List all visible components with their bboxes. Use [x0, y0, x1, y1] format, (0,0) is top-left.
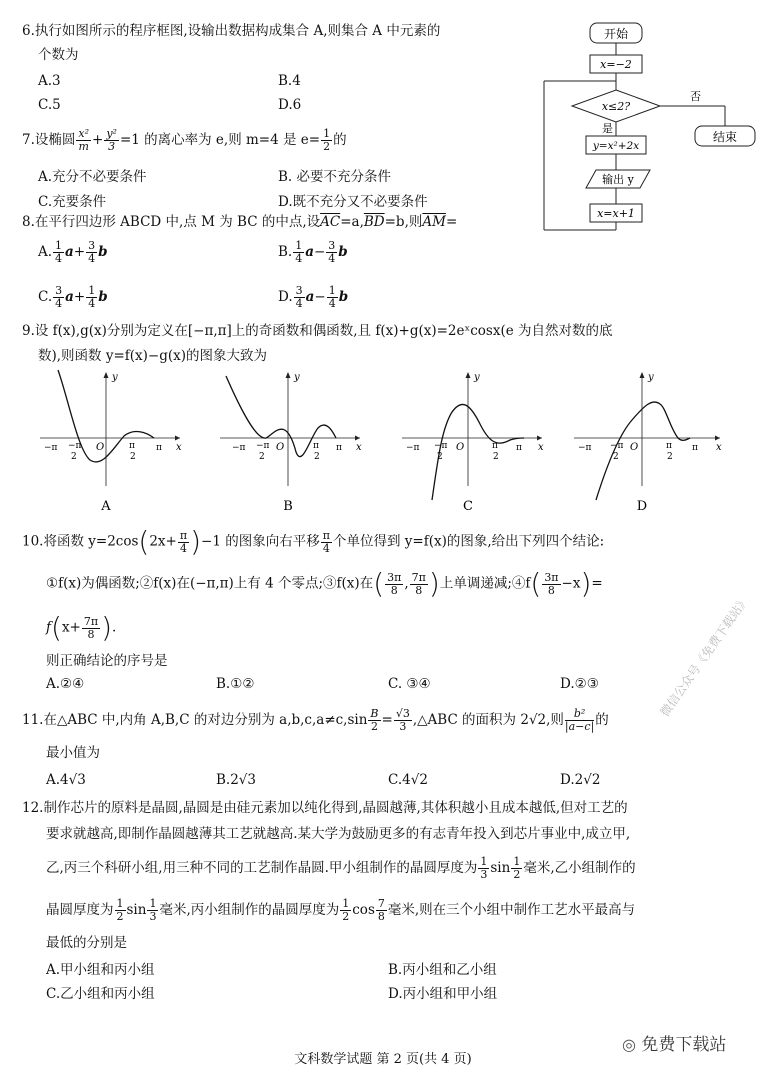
q12-f4d: 3: [149, 910, 157, 923]
wechat-icon: ◎: [622, 1035, 636, 1054]
q11-line1: [22, 708, 609, 733]
q8-b-n2: 3: [328, 239, 336, 252]
q10-3pi: 3π: [387, 570, 402, 584]
q11-frac-ratio: [565, 708, 594, 733]
q8-c-v2: b: [98, 289, 108, 305]
q8-a-d2: 4: [88, 252, 96, 265]
q8-option-b: [278, 240, 348, 265]
q9-label-c: C: [463, 499, 473, 514]
q11-two: 2: [370, 720, 378, 733]
q10-8c: 8: [547, 583, 555, 597]
q9-c-y: y: [474, 372, 480, 383]
q9-b-neghalf-den: 2: [259, 452, 265, 462]
q7-option-a: A.充分不必要条件: [38, 169, 147, 185]
q12-frac-1-2: [511, 856, 522, 881]
q11-b: B: [370, 707, 379, 720]
q7-plus: +: [92, 132, 104, 148]
page-footer: 文科数学试题 第 2 页(共 4 页): [294, 1052, 472, 1067]
q8-a-op: +: [73, 244, 86, 260]
q9-d-neghalf: −π: [610, 441, 624, 451]
q9-a-negpi: −π: [44, 443, 58, 453]
q7-mid: =1 的离心率为 e,则 m=4 是 e=: [119, 132, 321, 148]
q9-b-negpi: −π: [232, 443, 246, 453]
flow-incr-text: x=x+1: [597, 207, 635, 220]
q8-c-frac2: [86, 285, 97, 310]
q7-x2: x²: [78, 127, 90, 140]
q9-label-a: A: [101, 499, 111, 514]
q8-c-n2: 1: [88, 284, 96, 297]
q11-option-b: B.2√3: [216, 772, 256, 788]
q8-a-v2: b: [98, 244, 108, 260]
q8-b-d2: 4: [328, 252, 336, 265]
q10-l3b: x+: [61, 619, 81, 636]
watermark: 微信公众号《免费下载站》: [657, 593, 752, 720]
q10-line1: 10.将函数 y=2cos(2x+ $\frac{\pi}{4}$ )−1 的图象向右平移 $\frac{\pi}{4}$ 个单位得到 y=f(x)的图象,给出下列四个结论:: [22, 525, 605, 558]
q8-option-a: [38, 240, 108, 265]
q12-f3n: 1: [116, 897, 124, 910]
q11-ac: |a−c|: [564, 720, 595, 733]
q8-d-d1: 4: [295, 297, 303, 310]
q12-frac-c2: [376, 898, 387, 923]
q7-frac-y: [104, 128, 119, 153]
q10-l1c: −1 的图象向右平移: [201, 533, 320, 550]
flow-output-text: 输出 y: [602, 173, 634, 186]
q12-l4d: cos: [352, 902, 375, 918]
q9-d-negpi: −π: [578, 443, 592, 453]
q8-a-label: A.: [38, 244, 53, 260]
q12-line2: 要求就越高,即制作晶圆越薄其工艺就越高.某大学为鼓励更多的有志青年投入到芯片事业中,成立甲,: [46, 826, 631, 842]
q9-b-half-den: 2: [314, 452, 320, 462]
q12-f1d: 3: [480, 868, 488, 881]
q9-graph-d: [574, 372, 720, 500]
q10-l2c: −x: [561, 575, 581, 592]
q8-option-c: [38, 285, 108, 310]
q10-l3a: f: [46, 619, 51, 636]
q10-l3c: .: [112, 619, 117, 636]
q10-frac-7pi8: [410, 572, 428, 597]
q8-eq-a: =a,: [340, 214, 364, 230]
q8-stem: [22, 213, 457, 231]
q8-c-d1: 4: [55, 297, 63, 310]
q10-8a: 8: [390, 583, 398, 597]
q6-option-d: D.6: [278, 97, 302, 113]
q8-b-n1: 1: [295, 239, 303, 252]
q10-frac-7pi8b: [82, 616, 100, 641]
q11-frac-sqrt3: [394, 708, 412, 733]
q6-option-b: B.4: [278, 73, 301, 89]
q12-line5: 最低的分别是: [46, 935, 127, 951]
q10-four: 4: [179, 541, 187, 555]
q9-graphs: [30, 368, 736, 518]
q12-f6n: 7: [377, 897, 385, 910]
q10-7pi: 7π: [411, 570, 426, 584]
q9-d-neghalf-den: 2: [613, 452, 619, 462]
q12-f2n: 1: [513, 855, 521, 868]
q11-b2: b²: [565, 708, 594, 721]
q12-f3d: 2: [116, 910, 124, 923]
q9-b-half: π: [313, 441, 319, 451]
q11-eq: =: [381, 712, 393, 728]
q10-8b: 8: [415, 583, 423, 597]
q10-l1a: 10.将函数 y=2cos: [22, 533, 139, 550]
q8-d-d2: 4: [328, 297, 336, 310]
q12-line1: 12.制作芯片的原料是晶圆,晶圆是由硅元素加以纯化得到,晶圆越薄,其体积越小且成本越低,但对工艺的: [22, 800, 628, 816]
flow-start-text: 开始: [603, 27, 629, 41]
q8-b-v1: a: [305, 244, 314, 260]
q12-l3c: 毫米,乙小组制作的: [523, 860, 636, 876]
q12-option-d: D.丙小组和甲小组: [388, 986, 498, 1002]
q8-a-v1: a: [65, 244, 74, 260]
q8-vec-bd: $\overline{BD}$: [363, 214, 385, 230]
q10-l1d: 个单位得到 y=f(x)的图象,给出下列四个结论:: [332, 533, 605, 550]
q12-line3: [46, 856, 636, 881]
q7-m: m: [78, 140, 89, 153]
q9-a-half: π: [129, 441, 135, 451]
q8-a-n2: 3: [88, 239, 96, 252]
q10-shift-pi: π: [322, 528, 330, 542]
q12-l4c: 毫米,丙小组制作的晶圆厚度为: [159, 902, 340, 918]
q12-frac-b1: [115, 898, 126, 923]
q8-a-n1: 1: [55, 239, 63, 252]
q9-d-y: y: [648, 372, 654, 383]
q10-option-a: A.②④: [46, 676, 85, 692]
q12-f4n: 1: [149, 897, 157, 910]
q12-option-c: C.乙小组和丙小组: [46, 986, 155, 1002]
q8-eq-b: =b,则: [384, 214, 423, 230]
q9-a-x: x: [176, 442, 182, 453]
q8-d-frac1: [294, 285, 305, 310]
q10-line4: 则正确结论的序号是: [46, 653, 168, 669]
q11-stem-a: 11.在△ABC 中,内角 A,B,C 的对边分别为 a,b,c,a≠c,sin: [22, 712, 368, 728]
flow-cond-text: x≤2?: [601, 100, 631, 113]
q7-suffix: 的: [333, 132, 347, 148]
q12-frac-1-3: [478, 856, 489, 881]
q8-a-frac2: [86, 240, 97, 265]
q8-d-n2: 1: [328, 284, 336, 297]
q10-pi: π: [179, 528, 188, 542]
q10-frac-pi4: [178, 530, 189, 555]
q8-c-op: +: [73, 289, 86, 305]
q8-b-frac2: [326, 240, 337, 265]
q9-b-neghalf: −π: [256, 441, 270, 451]
q9-c-neghalf-den: 2: [437, 452, 443, 462]
q12-frac-c1: [340, 898, 351, 923]
q8-c-n1: 3: [55, 284, 63, 297]
q10-7pi-b: 7π: [83, 614, 99, 628]
q10-comma: ,: [404, 575, 409, 592]
q8-b-frac1: [293, 240, 304, 265]
q8-b-v2: b: [338, 244, 348, 260]
q10-frac-3pi8: [385, 572, 403, 597]
q8-c-v1: a: [65, 289, 74, 305]
q8-d-v1: a: [305, 289, 315, 305]
q10-line3: f(x+ $\frac{7\pi}{8}$ ).: [46, 611, 117, 644]
q9-a-origin: O: [96, 442, 105, 453]
q12-f1n: 1: [480, 855, 488, 868]
q7-half-den: 2: [323, 140, 331, 153]
q10-l2b: 上单调递减;④f: [439, 575, 531, 592]
q7-y2: y²: [106, 127, 117, 140]
q9-c-negpi: −π: [406, 443, 420, 453]
q8-a-d1: 4: [55, 252, 63, 265]
q10-8d: 8: [87, 627, 95, 641]
q9-label-b: B: [283, 499, 293, 514]
q9-stem-line1: 9.设 f(x),g(x)分别为定义在[−π,π]上的奇函数和偶函数,且 f(x)+g(x)=2eˣcosx(e 为自然对数的底: [22, 323, 613, 339]
q9-b-pi: π: [336, 443, 342, 453]
q9-graph-c: [402, 372, 542, 500]
q9-stem-line2: 数),则函数 y=f(x)−g(x)的图象大致为: [38, 348, 268, 364]
q9-graph-b: [220, 372, 360, 486]
q9-d-half: π: [666, 441, 672, 451]
q10-3pi-b: 3π: [544, 570, 559, 584]
q8-option-d: [278, 285, 348, 310]
q9-c-pi: π: [516, 443, 522, 453]
q12-f6d: 8: [377, 910, 385, 923]
q12-l4b: sin: [126, 902, 147, 918]
q10-l1b: 2x+: [149, 533, 177, 550]
q12-f5n: 1: [342, 897, 350, 910]
q8-vec-am: $\overline{AM}$: [422, 214, 446, 230]
q10-frac-3pi8b: [542, 572, 560, 597]
q9-d-pi: π: [692, 443, 698, 453]
q6-option-c: C.5: [38, 97, 61, 113]
q12-l3a: 乙,丙三个科研小组,用三种不同的工艺制作晶圆.甲小组制作的晶圆厚度为: [46, 860, 478, 876]
q12-option-b: B.丙小组和乙小组: [388, 962, 497, 978]
q11-line2: 最小值为: [46, 745, 100, 761]
q9-c-origin: O: [456, 442, 465, 453]
q9-a-neghalf: −π: [68, 441, 82, 451]
q9-label-d: D: [636, 499, 648, 514]
flow-init-text: x=−2: [600, 58, 632, 71]
q9-a-neghalf-den: 2: [71, 452, 77, 462]
q9-b-origin: O: [276, 442, 285, 453]
q9-c-half: π: [492, 441, 498, 451]
q7-three: 3: [108, 140, 116, 153]
q7-frac-half: [321, 128, 332, 153]
q9-b-y: y: [294, 372, 300, 383]
q6-stem-line1: 6.执行如图所示的程序框图,设输出数据构成集合 A,则集合 A 中元素的: [22, 23, 441, 39]
q8-c-label: C.: [38, 289, 53, 305]
q10-line2: ①f(x)为偶函数;②f(x)在(−π,π)上有 4 个零点;③f(x)在( $\frac{3\pi}{8}$ , $\frac{7\pi}{8}$ )上单调递减;④f( $\frac{3\pi}{8}$ −x)=: [46, 567, 603, 600]
q7-stem: [22, 128, 347, 153]
q7-half-num: 1: [323, 127, 331, 140]
q11-frac-b2: [368, 708, 380, 733]
q9-d-half-den: 2: [667, 452, 673, 462]
q9-c-x: x: [538, 442, 544, 453]
q12-l4a: 晶圆厚度为: [46, 902, 114, 918]
q8-d-v2: b: [338, 289, 349, 305]
q7-prefix: 7.设椭圆: [22, 132, 76, 148]
q12-l3b: sin: [490, 860, 511, 876]
q12-option-a: A.甲小组和丙小组: [46, 962, 155, 978]
q9-d-origin: O: [630, 442, 639, 453]
q8-d-label: D.: [278, 289, 293, 305]
q11-stem-c: 的: [595, 712, 609, 728]
flow-end-text: 结束: [712, 130, 738, 144]
q7-frac-x: [76, 128, 91, 153]
q9-b-x: x: [356, 442, 362, 453]
q6-option-a: A.3: [38, 73, 61, 89]
flow-no-label: 否: [690, 90, 701, 103]
q9-graph-a: [40, 370, 180, 486]
q10-l2d: =: [591, 575, 603, 592]
q8-vec-ac: $\overline{AC}$: [320, 214, 341, 230]
q9-d-x: x: [716, 442, 722, 453]
q11-stem-b: ,△ABC 的面积为 2√2,则: [412, 712, 564, 728]
q8-tail: =: [445, 214, 458, 230]
q8-b-op: −: [313, 244, 326, 260]
q7-option-c: C.充要条件: [38, 194, 107, 210]
q9-c-half-den: 2: [493, 452, 499, 462]
q12-f2d: 2: [513, 868, 521, 881]
q11-three: 3: [399, 720, 407, 733]
q8-d-frac2: [327, 285, 338, 310]
q11-option-d: D.2√2: [560, 772, 601, 788]
logo-text: 免费下载站: [641, 1035, 727, 1055]
q9-a-y: y: [112, 372, 118, 383]
flow-yes-label: 是: [602, 122, 613, 135]
q10-option-b: B.①②: [216, 676, 255, 692]
q11-sqrt3: √3: [395, 707, 410, 720]
q9-a-pi: π: [156, 443, 162, 453]
q11-option-c: C.4√2: [388, 772, 428, 788]
q8-d-n1: 3: [295, 284, 303, 297]
q8-b-d1: 4: [295, 252, 303, 265]
q12-f5d: 2: [342, 910, 350, 923]
q12-line4: [46, 898, 635, 923]
q7-option-d: D.既不充分又不必要条件: [278, 194, 428, 210]
q10-frac-shift: [321, 530, 332, 555]
q6-flowchart: [540, 18, 760, 233]
q8-a-frac1: [53, 240, 64, 265]
q12-frac-b2: [147, 898, 158, 923]
q6-stem-line2: 个数为: [38, 47, 79, 63]
q8-c-d2: 4: [88, 297, 96, 310]
q10-l2a: ①f(x)为偶函数;②f(x)在(−π,π)上有 4 个零点;③f(x)在: [46, 575, 374, 592]
q11-option-a: A.4√3: [46, 772, 86, 788]
q9-a-half-den: 2: [130, 452, 136, 462]
q9-c-neghalf: −π: [434, 441, 448, 451]
flow-assign-text: y=x²+2x: [592, 140, 640, 152]
q8-c-frac1: [53, 285, 64, 310]
q12-l4e: 毫米,则在三个小组中制作工艺水平最高与: [387, 902, 636, 918]
q8-stem-a: 8.在平行四边形 ABCD 中,点 M 为 BC 的中点,设: [22, 214, 321, 230]
q8-d-op: −: [314, 289, 326, 305]
q8-b-label: B.: [278, 244, 293, 260]
q10-option-d: D.②③: [560, 676, 599, 692]
q10-shift-four: 4: [322, 541, 330, 555]
q7-option-b: B. 必要不充分条件: [278, 169, 392, 185]
q10-option-c: C. ③④: [388, 676, 431, 692]
